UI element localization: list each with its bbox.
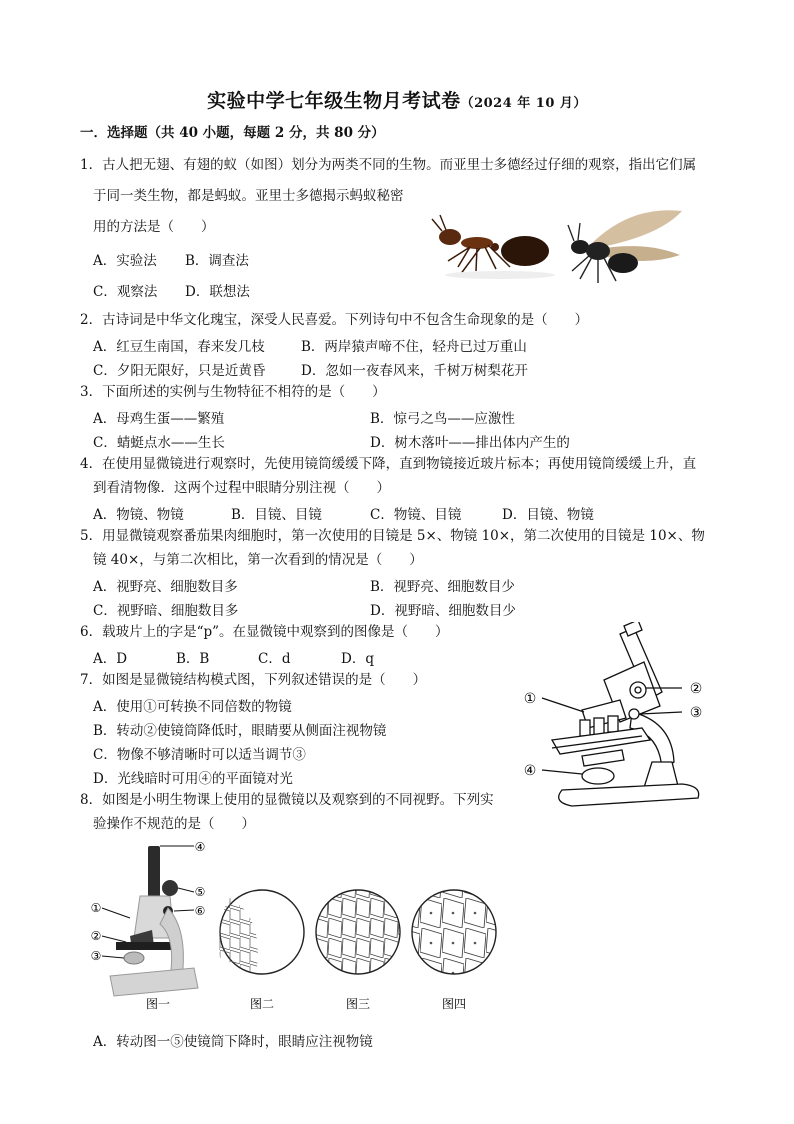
q6-option-b: B．B xyxy=(176,651,210,667)
q7-option-a: A．使用①可转换不同倍数的物镜 xyxy=(93,699,292,715)
ants-figure xyxy=(430,205,690,290)
q1-option-a: A．实验法 xyxy=(93,253,157,269)
q5-option-d: D．视野暗、细胞数目少 xyxy=(370,603,516,619)
q3-option-c: C．蜻蜓点水——生长 xyxy=(93,435,225,451)
q8-option-a: A．转动图一⑤使镜筒下降时，眼睛应注视物镜 xyxy=(93,1034,373,1050)
fig1-label-3: ③ xyxy=(90,949,102,963)
q1-option-d: D．联想法 xyxy=(185,284,250,300)
q3-stem: 3．下面所述的实例与生物特征不相符的是（ ） xyxy=(80,384,386,400)
q5-option-a: A．视野亮、细胞数目多 xyxy=(93,579,238,595)
wingless-ant-image xyxy=(432,215,555,279)
q3-option-d: D．树木落叶——排出体内产生的 xyxy=(370,435,570,451)
q4-option-a: A．物镜、物镜 xyxy=(93,507,184,523)
q6-stem: 6．载玻片上的字是“p”。在显微镜中观察到的图像是（ ） xyxy=(80,624,449,640)
microscope-diagram-q7 xyxy=(512,622,722,810)
q4-option-c: C．物镜、目镜 xyxy=(370,507,462,523)
q6-option-d: D．q xyxy=(341,651,374,667)
caption-fig4: 图四 xyxy=(441,997,467,1011)
fig1-label-6: ⑥ xyxy=(194,904,206,918)
figure3-field-of-view xyxy=(316,890,400,974)
q1-line3: 用的方法是（ ） xyxy=(93,219,215,235)
q7-label-2: ② xyxy=(689,681,703,697)
caption-fig2: 图二 xyxy=(249,997,275,1011)
fig1-label-2: ② xyxy=(90,929,102,943)
exam-title xyxy=(0,86,794,113)
q7-label-4: ④ xyxy=(523,763,537,779)
q6-option-a: A．D xyxy=(93,651,128,667)
q4-line2: 到看清物像．这两个过程中眼睛分别注视（ ） xyxy=(93,480,390,496)
title-date: （2024 年 10 月） xyxy=(460,96,587,111)
q2-option-d: D．忽如一夜春风来，千树万树梨花开 xyxy=(301,363,528,379)
fig1-label-1: ① xyxy=(90,901,102,915)
q7-stem: 7．如图是显微镜结构模式图，下列叙述错误的是（ ） xyxy=(80,672,427,688)
q5-line1: 5．用显微镜观察番茄果肉细胞时，第一次使用的目镜是 5×、物镜 10×，第二次使用的目镜是 10×、物 xyxy=(80,528,705,544)
q7-label-3: ③ xyxy=(689,705,703,721)
q4-option-d: D．目镜、物镜 xyxy=(502,507,594,523)
q1-option-b: B．调查法 xyxy=(185,253,249,269)
q2-stem: 2．古诗词是中华文化瑰宝，深受人民喜爱。下列诗句中不包含生命现象的是（ ） xyxy=(80,312,589,328)
q2-option-c: C．夕阳无限好，只是近黄昏 xyxy=(93,363,266,379)
q7-option-c: C．物像不够清晰时可以适当调节③ xyxy=(93,747,306,763)
q7-option-d: D．光线暗时可用④的平面镜对光 xyxy=(93,771,293,787)
q4-option-b: B．目镜、目镜 xyxy=(231,507,322,523)
q7-option-b: B．转动②使镜筒降低时，眼睛要从侧面注视物镜 xyxy=(93,723,387,739)
caption-fig3: 图三 xyxy=(345,997,371,1011)
q6-option-c: C．d xyxy=(258,651,291,667)
q5-line2: 镜 40×，与第二次相比，第一次看到的情况是（ ） xyxy=(93,552,423,568)
title-main: 实验中学七年级生物月考试卷 xyxy=(207,90,461,112)
q1-option-c: C．观察法 xyxy=(93,284,158,300)
q4-line1: 4．在使用显微镜进行观察时，先使用镜筒缓缓下降，直到物镜接近玻片标本；再使用镜筒缓缓上升，直 xyxy=(80,456,697,472)
figure4-field-of-view xyxy=(412,890,496,974)
q3-option-b: B．惊弓之鸟——应激性 xyxy=(370,411,515,427)
section-heading: 一．选择题（共 40 小题，每题 2 分，共 80 分） xyxy=(80,125,385,141)
q5-option-c: C．视野暗、细胞数目多 xyxy=(93,603,239,619)
q7-label-1: ① xyxy=(523,691,537,707)
q8-line2: 验操作不规范的是（ ） xyxy=(93,816,255,832)
fig1-label-4: ④ xyxy=(194,840,206,854)
fig1-label-5: ⑤ xyxy=(194,885,206,899)
winged-ant-image xyxy=(568,210,682,283)
microscope-views-figure xyxy=(90,838,510,1018)
q2-option-a: A．红豆生南国，春来发几枝 xyxy=(93,339,265,355)
figure1-microscope-image xyxy=(110,846,198,996)
q2-option-b: B．两岸猿声啼不住，轻舟已过万重山 xyxy=(301,339,527,355)
q5-option-b: B．视野亮、细胞数目少 xyxy=(370,579,515,595)
q1-line2: 于同一类生物，都是蚂蚁。亚里士多德揭示蚂蚁秘密 xyxy=(93,188,404,204)
q1-line1: 1．古人把无翅、有翅的蚁（如图）划分为两类不同的生物。而亚里士多德经过仔细的观察，指出它们属 xyxy=(80,157,697,173)
q8-line1: 8．如图是小明生物课上使用的显微镜以及观察到的不同视野。下列实 xyxy=(80,792,494,808)
figure2-field-of-view xyxy=(210,888,304,983)
q3-option-a: A．母鸡生蛋——繁殖 xyxy=(93,411,225,427)
caption-fig1: 图一 xyxy=(145,997,171,1011)
